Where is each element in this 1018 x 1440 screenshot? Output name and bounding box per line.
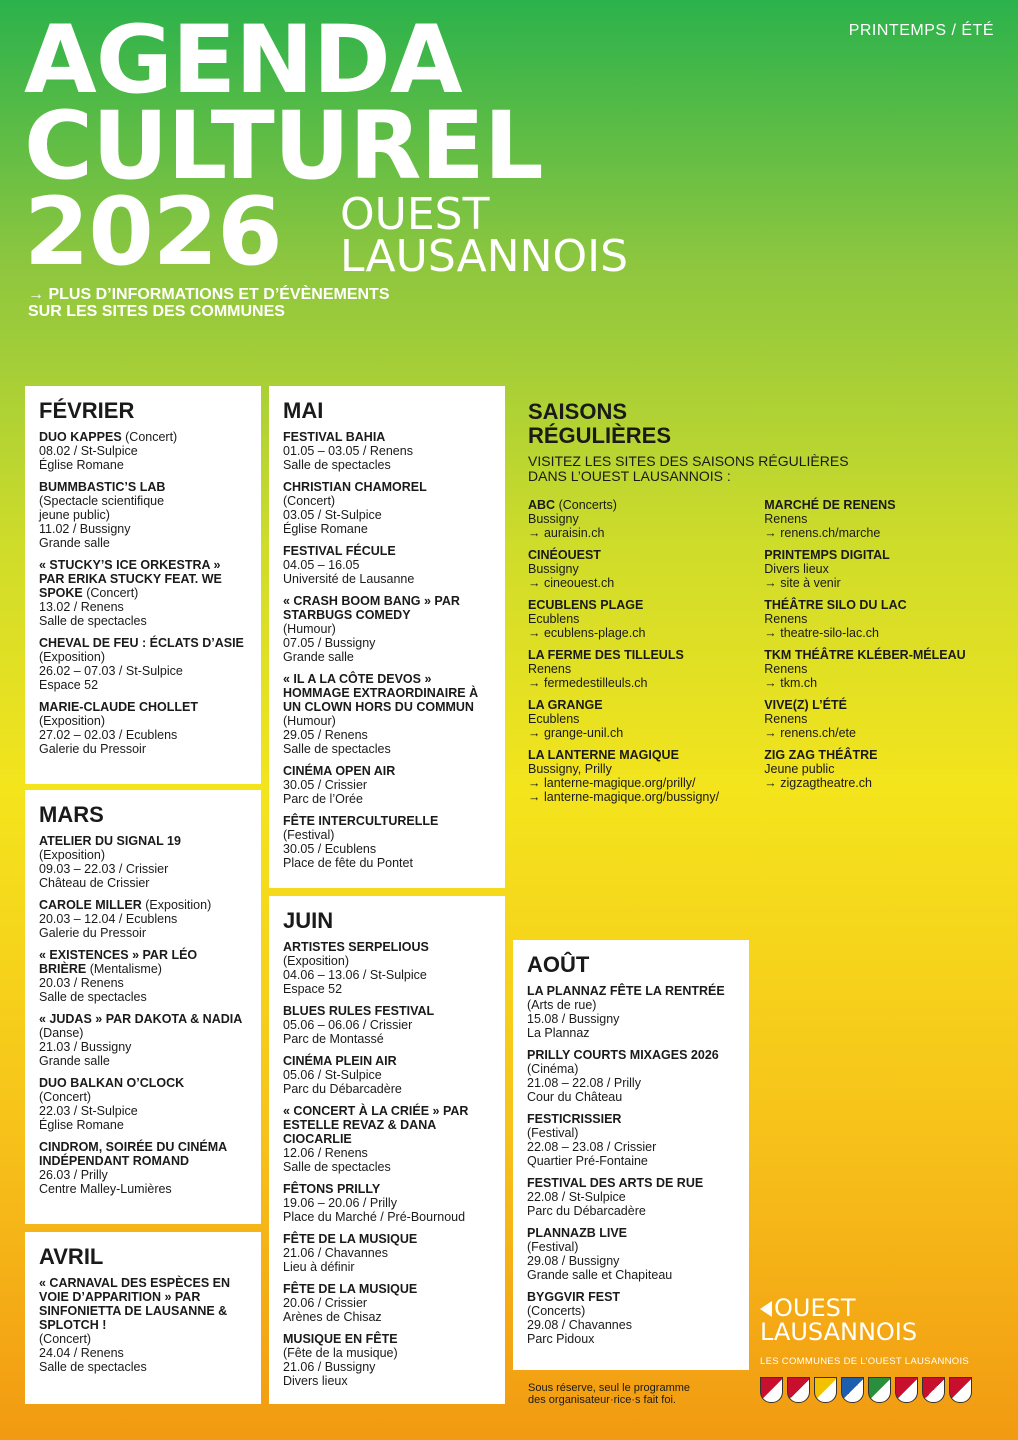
commune-crest-icon [814, 1377, 837, 1403]
event-detail: Divers lieux [283, 1374, 348, 1388]
event-detail: Parc de Montassé [283, 1032, 384, 1046]
event-detail: Salle de spectacles [39, 614, 147, 628]
event-title: CINÉOUEST [528, 548, 601, 562]
event-title: « IL A LA CÔTE DEVOS » HOMMAGE EXTRAORDINAIRE À UN CLOWN HORS DU COMMUN [283, 672, 479, 714]
event-detail: (Exposition) [39, 714, 105, 728]
event-list [39, 1276, 247, 1374]
saisons-subtitle-1: VISITEZ LES SITES DES SAISONS RÉGULIÈRES [528, 453, 849, 469]
event-detail: 20.03 / Renens [39, 976, 124, 990]
event-list [39, 430, 247, 756]
event-title: « CARNAVAL DES ESPÈCES EN VOIE D’APPARITION » PAR SINFONIETTA DE LAUSANNE & SPLOTCH ! [39, 1276, 231, 1332]
event-title: BLUES RULES FESTIVAL [283, 1004, 435, 1018]
event-item [283, 594, 491, 664]
event-title: ARTISTES SERPELIOUS [283, 940, 429, 954]
saisons-title-2: RÉGULIÈRES [528, 423, 672, 448]
event-category: (Exposition) [141, 898, 212, 912]
event-item [283, 430, 491, 472]
event-detail: Parc de l’Orée [283, 792, 363, 806]
event-detail: Église Romane [39, 1118, 124, 1132]
event-detail: Église Romane [283, 522, 368, 536]
title-year: 2026 [24, 178, 282, 287]
saison-item [528, 748, 742, 804]
event-title: ZIG ZAG THÉÂTRE [764, 748, 878, 762]
logo-lausannois: LAUSANNOIS [760, 1318, 918, 1346]
saison-item [528, 648, 742, 690]
event-detail: 11.02 / Bussigny [39, 522, 131, 536]
event-detail: 09.03 – 22.03 / Crissier [39, 862, 169, 876]
disclaimer-note [528, 1382, 690, 1406]
event-item [527, 1176, 735, 1218]
event-item [39, 834, 247, 890]
event-item [39, 948, 247, 1004]
commune-crest-icon [922, 1377, 945, 1403]
event-detail: Ecublens [528, 612, 580, 626]
website-link[interactable]: → lanterne-magique.org/bussigny/ [528, 790, 720, 804]
commune-crests [760, 1377, 972, 1403]
intro-line-2: SUR LES SITES DES COMMUNES [28, 303, 285, 320]
event-item [39, 700, 247, 756]
event-detail: Parc du Débarcadère [527, 1204, 646, 1218]
event-detail: La Plannaz [527, 1026, 590, 1040]
event-detail: 04.06 – 13.06 / St-Sulpice [283, 968, 427, 982]
event-detail: 22.08 / St-Sulpice [527, 1190, 626, 1204]
saisons-title-1: SAISONS [528, 399, 628, 424]
saison-item [764, 498, 998, 540]
event-title: PRILLY COURTS MIXAGES 2026 [527, 1048, 719, 1062]
season-label: PRINTEMPS / ÉTÉ [848, 22, 994, 39]
title-line-agenda: AGENDA [24, 6, 462, 115]
logo-ouest: OUEST [774, 1294, 856, 1322]
event-title: « EXISTENCES » PAR LÉO BRIÈRE [39, 948, 198, 976]
event-detail: (Concert) [39, 1332, 92, 1346]
event-item [283, 672, 491, 756]
event-item [39, 1012, 247, 1068]
website-link[interactable]: → theatre-silo-lac.ch [764, 626, 879, 640]
event-title: TKM THÉÂTRE KLÉBER-MÉLEAU [764, 648, 966, 662]
website-link[interactable]: → lanterne-magique.org/prilly/ [528, 776, 696, 790]
event-category: (Danse) [39, 1026, 84, 1040]
website-link[interactable]: → auraisin.ch [528, 526, 605, 540]
event-detail: Renens [764, 512, 808, 526]
event-title: MUSIQUE EN FÊTE [283, 1332, 398, 1346]
event-item [527, 1290, 735, 1346]
event-detail: (Exposition) [39, 650, 105, 664]
event-title: « CRASH BOOM BANG » PAR STARBUGS COMEDY [283, 594, 460, 622]
website-link[interactable]: → cineouest.ch [528, 576, 615, 590]
commune-crest-icon [895, 1377, 918, 1403]
saison-item [764, 598, 998, 640]
logo-tagline: LES COMMUNES DE L’OUEST LAUSANNOIS [760, 1356, 970, 1367]
event-title: FÊTONS PRILLY [283, 1182, 381, 1196]
event-title: « JUDAS » PAR DAKOTA & NADIA [39, 1012, 243, 1026]
event-title: LA LANTERNE MAGIQUE [528, 748, 679, 762]
event-detail: (Festival) [527, 1126, 579, 1140]
event-item [39, 430, 247, 472]
website-link[interactable]: → site à venir [764, 576, 841, 590]
website-link[interactable]: → zigzagtheatre.ch [764, 776, 872, 790]
event-title: VIVE(Z) L’ÉTÉ [764, 698, 847, 712]
event-item [283, 1104, 491, 1174]
event-title: BUMMBASTIC’S LAB [39, 480, 166, 494]
event-detail: 24.04 / Renens [39, 1346, 124, 1360]
event-detail: 12.06 / Renens [283, 1146, 368, 1160]
event-detail: (Arts de rue) [527, 998, 597, 1012]
event-detail: Ecublens [528, 712, 580, 726]
event-detail: 29.08 / Bussigny [527, 1254, 620, 1268]
event-detail: Salle de spectacles [283, 742, 391, 756]
event-title: LA FERME DES TILLEULS [528, 648, 684, 662]
event-detail: Grande salle et Chapiteau [527, 1268, 673, 1282]
event-list [283, 940, 491, 1388]
event-detail: (Spectacle scientifique [39, 494, 165, 508]
event-title: FESTIVAL FÉCULE [283, 544, 396, 558]
event-detail: 29.08 / Chavannes [527, 1318, 632, 1332]
event-detail: 05.06 / St-Sulpice [283, 1068, 382, 1082]
event-detail: Parc du Débarcadère [283, 1082, 402, 1096]
event-category: (Concert) [82, 586, 139, 600]
event-category: (Concert) [121, 430, 178, 444]
event-detail: Espace 52 [283, 982, 343, 996]
event-title: « STUCKY’S ICE ORKESTRA » PAR ERIKA STUCKY FEAT. WE SPOKE [39, 558, 222, 600]
event-title: FESTIVAL BAHIA [283, 430, 386, 444]
event-title: FÊTE INTERCULTURELLE [283, 814, 439, 828]
event-detail: 08.02 / St-Sulpice [39, 444, 138, 458]
event-title: FÊTE DE LA MUSIQUE [283, 1232, 418, 1246]
event-title: « CONCERT À LA CRIÉE » PAR ESTELLE REVAZ & DANA CIOCARLIE [283, 1104, 469, 1146]
event-detail: 15.08 / Bussigny [527, 1012, 620, 1026]
event-detail: 30.05 / Crissier [283, 778, 368, 792]
event-item [527, 1226, 735, 1282]
intro-text [28, 286, 390, 320]
logo-line-1 [760, 1296, 972, 1320]
event-title: BYGGVIR FEST [527, 1290, 621, 1304]
event-title: FÊTE DE LA MUSIQUE [283, 1282, 418, 1296]
event-detail: (Fête de la musique) [283, 1346, 398, 1360]
website-link[interactable]: → fermedestilleuls.ch [528, 676, 648, 690]
event-title: MARCHÉ DE RENENS [764, 498, 896, 512]
month-title: AVRIL [39, 1244, 104, 1269]
event-detail: Renens [764, 712, 808, 726]
event-detail: 29.05 / Renens [283, 728, 368, 742]
event-detail: Place de fête du Pontet [283, 856, 413, 870]
event-category: (Humour) [283, 714, 336, 728]
event-detail: Château de Crissier [39, 876, 150, 890]
event-detail: 13.02 / Renens [39, 600, 124, 614]
event-detail: Salle de spectacles [283, 458, 391, 472]
event-title: ECUBLENS PLAGE [528, 598, 644, 612]
event-detail: 26.03 / Prilly [39, 1168, 108, 1182]
event-title: PLANNAZB LIVE [527, 1226, 627, 1240]
event-detail: (Cinéma) [527, 1062, 579, 1076]
month-box-avril [25, 1232, 261, 1404]
event-detail: Renens [764, 612, 808, 626]
event-title: DUO BALKAN O’CLOCK [39, 1076, 185, 1090]
event-detail: Église Romane [39, 458, 124, 472]
event-title: DUO KAPPES [39, 430, 122, 444]
event-detail: 21.06 / Bussigny [283, 1360, 376, 1374]
note-line-2: des organisateur·rice·s fait foi. [528, 1394, 676, 1406]
saison-item [764, 548, 998, 590]
month-box-aout [513, 940, 749, 1370]
event-detail: Cour du Château [527, 1090, 623, 1104]
month-title: AOÛT [527, 952, 590, 977]
note-line-1: Sous réserve, seul le programme [528, 1382, 691, 1394]
event-detail: Bussigny, Prilly [528, 762, 612, 776]
event-detail: 03.05 / St-Sulpice [283, 508, 382, 522]
month-box-juin [269, 896, 505, 1404]
event-detail: Espace 52 [39, 678, 99, 692]
event-detail: (Concert) [39, 1090, 92, 1104]
event-detail: jeune public) [39, 508, 110, 522]
event-detail: 30.05 / Ecublens [283, 842, 377, 856]
commune-crest-icon [841, 1377, 864, 1403]
event-item [283, 1232, 491, 1274]
event-detail: 20.06 / Crissier [283, 1296, 368, 1310]
saison-item [764, 748, 998, 790]
event-item [527, 1112, 735, 1168]
saison-item [528, 498, 742, 540]
event-item [39, 1276, 247, 1374]
logo-arrow-icon [760, 1301, 772, 1317]
event-detail: 20.03 – 12.04 / Ecublens [39, 912, 178, 926]
ouest-lausannois-logo [760, 1296, 972, 1403]
saisons-regulieres [528, 400, 998, 812]
event-item [39, 558, 247, 628]
event-list [527, 984, 735, 1346]
event-detail: Bussigny [528, 512, 579, 526]
event-title: CAROLE MILLER [39, 898, 142, 912]
event-detail: Université de Lausanne [283, 572, 415, 586]
event-title: THÉÂTRE SILO DU LAC [764, 598, 907, 612]
saisons-subtitle [528, 454, 998, 484]
event-detail: (Exposition) [39, 848, 105, 862]
saison-item [764, 698, 998, 740]
event-detail: Lieu à définir [283, 1260, 355, 1274]
event-item [283, 940, 491, 996]
website-link[interactable]: → renens.ch/ete [764, 726, 856, 740]
event-item [283, 480, 491, 536]
month-title: MAI [283, 398, 324, 423]
event-detail: Grande salle [39, 536, 110, 550]
event-detail: Place du Marché / Pré-Bournoud [283, 1210, 466, 1224]
event-detail: (Humour) [283, 622, 336, 636]
website-link[interactable]: → ecublens-plage.ch [528, 626, 646, 640]
website-link[interactable]: → tkm.ch [764, 676, 818, 690]
website-link[interactable]: → renens.ch/marche [764, 526, 881, 540]
event-detail: Centre Malley-Lumières [39, 1182, 172, 1196]
event-title: CHEVAL DE FEU : ÉCLATS D’ASIE [39, 636, 244, 650]
saison-item [528, 598, 742, 640]
event-detail: 27.02 – 02.03 / Ecublens [39, 728, 178, 742]
intro-line-1: → PLUS D’INFORMATIONS ET D’ÉVÈNEMENTS [28, 286, 390, 303]
commune-crest-icon [760, 1377, 783, 1403]
commune-crest-icon [868, 1377, 891, 1403]
event-detail: Galerie du Pressoir [39, 926, 146, 940]
event-detail: 07.05 / Bussigny [283, 636, 376, 650]
event-item [283, 544, 491, 586]
event-item [283, 1282, 491, 1324]
month-title: FÉVRIER [39, 398, 135, 423]
event-detail: 21.03 / Bussigny [39, 1040, 132, 1054]
saison-item [528, 548, 742, 590]
event-item [283, 1182, 491, 1224]
event-detail: Quartier Pré-Fontaine [527, 1154, 648, 1168]
event-detail: Arènes de Chisaz [283, 1310, 382, 1324]
region-ouest: OUEST [340, 189, 490, 240]
month-box-fevrier [25, 386, 261, 784]
event-detail: 21.06 / Chavannes [283, 1246, 388, 1260]
event-title: CINÉMA PLEIN AIR [283, 1054, 397, 1068]
event-item [527, 1048, 735, 1104]
event-item [283, 764, 491, 806]
saisons-column-1 [528, 498, 742, 812]
event-item [527, 984, 735, 1040]
event-title: CINÉMA OPEN AIR [283, 764, 396, 778]
event-item [283, 1332, 491, 1388]
event-detail: 21.08 – 22.08 / Prilly [527, 1076, 641, 1090]
website-link[interactable]: → grange-unil.ch [528, 726, 624, 740]
event-detail: 05.06 – 06.06 / Crissier [283, 1018, 413, 1032]
event-title: PRINTEMPS DIGITAL [764, 548, 890, 562]
month-title: JUIN [283, 908, 334, 933]
event-title: LA PLANNAZ FÊTE LA RENTRÉE [527, 984, 725, 998]
event-title: MARIE-CLAUDE CHOLLET [39, 700, 199, 714]
title-line-culturel: CULTUREL [24, 92, 543, 201]
event-detail: Grande salle [283, 650, 354, 664]
event-detail: Salle de spectacles [39, 1360, 147, 1374]
saison-item [764, 648, 998, 690]
event-detail: (Concert) [283, 494, 336, 508]
month-title: MARS [39, 802, 104, 827]
event-title: ATELIER DU SIGNAL 19 [39, 834, 181, 848]
event-detail: 04.05 – 16.05 [283, 558, 360, 572]
event-detail: Grande salle [39, 1054, 110, 1068]
event-detail: (Exposition) [283, 954, 349, 968]
event-detail: (Festival) [283, 828, 335, 842]
event-title: FESTICRISSIER [527, 1112, 622, 1126]
event-title: CHRISTIAN CHAMOREL [283, 480, 427, 494]
event-detail: Bussigny [528, 562, 579, 576]
saisons-column-2 [764, 498, 998, 812]
event-title: CINDROM, SOIRÉE DU CINÉMA INDÉPENDANT ROMAND [39, 1140, 227, 1168]
event-item [283, 1004, 491, 1046]
event-title: LA GRANGE [528, 698, 603, 712]
event-item [39, 480, 247, 550]
month-box-mai [269, 386, 505, 888]
event-detail: (Festival) [527, 1240, 579, 1254]
event-detail: Parc Pidoux [527, 1332, 595, 1346]
event-detail: 26.02 – 07.03 / St-Sulpice [39, 664, 183, 678]
event-category: (Concerts) [555, 498, 617, 512]
event-item [283, 1054, 491, 1096]
event-detail: Salle de spectacles [283, 1160, 391, 1174]
event-list [39, 834, 247, 1196]
event-item [39, 898, 247, 940]
event-detail: Galerie du Pressoir [39, 742, 146, 756]
region-title [340, 189, 629, 282]
event-detail: Divers lieux [764, 562, 829, 576]
event-detail: Jeune public [764, 762, 835, 776]
commune-crest-icon [949, 1377, 972, 1403]
event-title: FESTIVAL DES ARTS DE RUE [527, 1176, 704, 1190]
event-title: ABC [528, 498, 556, 512]
event-item [39, 636, 247, 692]
saisons-subtitle-2: DANS L’OUEST LAUSANNOIS : [528, 468, 731, 484]
event-item [39, 1076, 247, 1132]
saison-item [528, 698, 742, 740]
commune-crest-icon [787, 1377, 810, 1403]
event-detail: (Concerts) [527, 1304, 586, 1318]
event-detail: 22.08 – 23.08 / Crissier [527, 1140, 657, 1154]
event-item [283, 814, 491, 870]
event-detail: Salle de spectacles [39, 990, 147, 1004]
event-item [39, 1140, 247, 1196]
event-category: (Mentalisme) [86, 962, 162, 976]
region-lausannois: LAUSANNOIS [340, 231, 629, 282]
event-detail: 19.06 – 20.06 / Prilly [283, 1196, 397, 1210]
event-list [283, 430, 491, 870]
month-box-mars [25, 790, 261, 1224]
event-detail: 01.05 – 03.05 / Renens [283, 444, 413, 458]
event-detail: Renens [528, 662, 572, 676]
event-detail: 22.03 / St-Sulpice [39, 1104, 138, 1118]
event-detail: Renens [764, 662, 808, 676]
